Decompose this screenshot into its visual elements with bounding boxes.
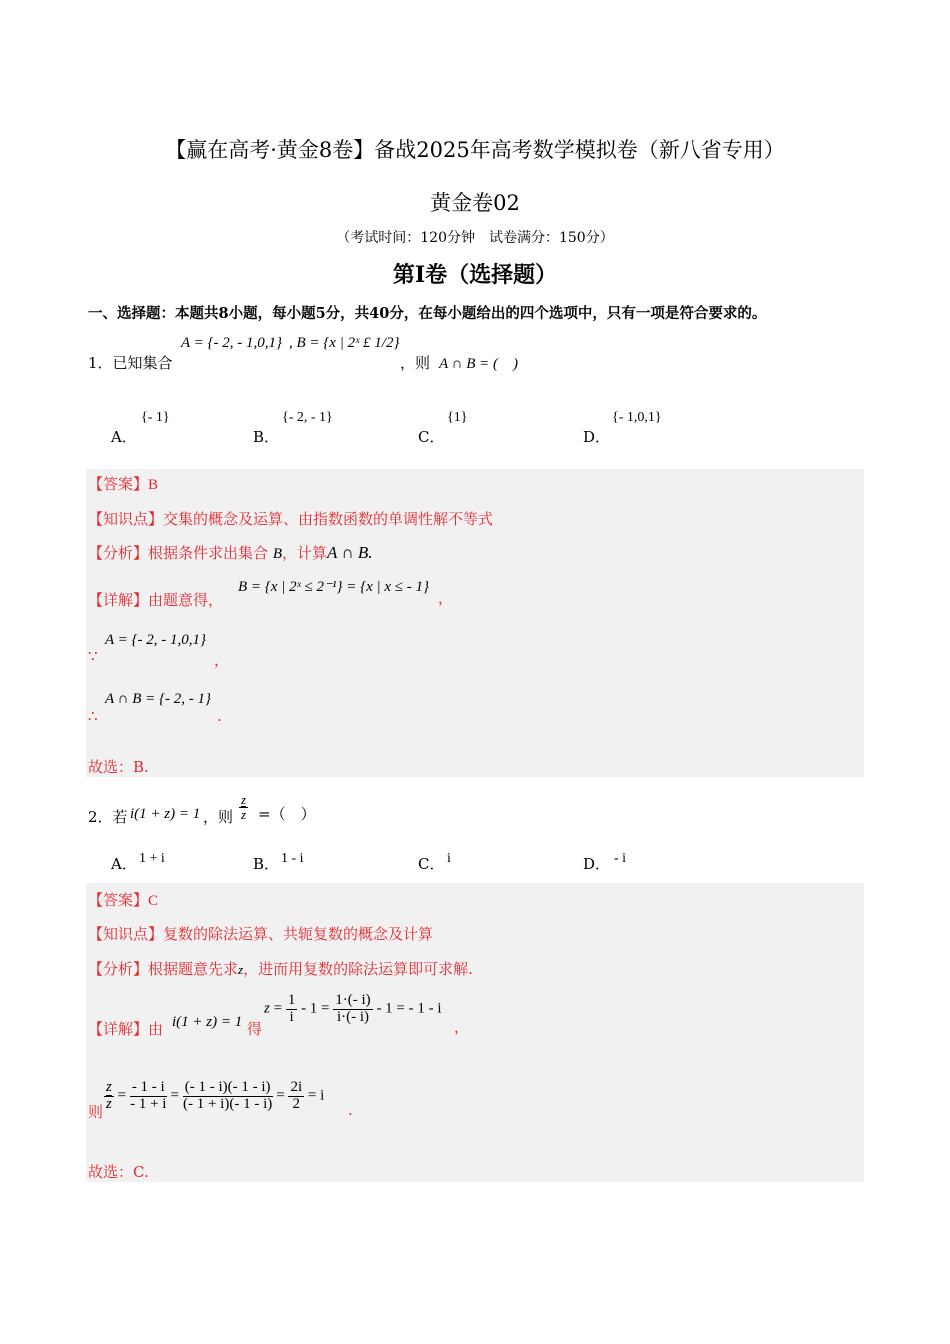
document-subtitle: 黄金卷02: [430, 191, 520, 215]
q1-analysis-var: B: [272, 546, 282, 562]
q1-detail-expr: B = {x | 2ˣ ≤ 2⁻¹} = {x | x ≤ - 1}: [238, 579, 429, 595]
q1-detail-comma: ，: [438, 589, 454, 607]
q2-detail-comma: ，: [454, 1018, 470, 1036]
q1-therefore-expr: A ∩ B = {- 2, - 1}: [105, 691, 211, 707]
q2-analysis-b: ，进而用复数的除法运算即可求解.: [243, 960, 473, 978]
q1-because-symbol: ∵: [88, 647, 98, 665]
q1-because-expr: A = {- 2, - 1,0,1}: [105, 632, 207, 648]
q1-stem-suffix: ，则: [400, 354, 431, 372]
q2-fraction-numerator: z: [241, 792, 247, 807]
q1-stem-prefix: 1．已知集合: [88, 354, 173, 372]
q2-detail-equation: z = $\frac{1}{i}$ - 1 = $\frac{1\cdot(- i)}{i\cdot(- i)}$ - 1 = - 1 - i: [264, 992, 442, 1025]
q2-option-a-label[interactable]: A．: [111, 855, 137, 873]
q2-detail-de: 得: [247, 1020, 263, 1038]
q1-answer-tag: 【答案】: [88, 475, 149, 493]
q2-knowledge-line: [88, 923, 433, 944]
q1-set-a: A = {- 2, - 1,0,1}: [181, 335, 283, 351]
q2-answer-line: [88, 889, 158, 910]
q1-answer-line: [88, 473, 158, 494]
q2-solution-box: [86, 883, 864, 1182]
q2-detail-line: [88, 1018, 163, 1039]
q2-detail-you: 由: [148, 1020, 164, 1038]
section-instruction: 一、选择题：本题共8小题，每小题5分，共40分，在每小题给出的四个选项中，只有一项是符合要求的。: [88, 305, 767, 322]
q2-answer-tag: 【答案】: [88, 891, 149, 909]
q1-option-b-value[interactable]: {- 2, - 1}: [282, 410, 333, 425]
exam-info: （考试时间：120分钟 试卷满分：150分）: [336, 230, 614, 246]
q2-option-d-label[interactable]: D．: [583, 855, 611, 873]
q2-option-d-value[interactable]: - i: [614, 851, 627, 866]
q1-detail: 由题意得，: [148, 591, 224, 609]
part-heading: 第I卷（选择题）: [392, 262, 558, 288]
q2-option-a-value[interactable]: 1 + i: [139, 851, 165, 866]
q2-answer-value: C: [148, 893, 159, 909]
q2-then-period: .: [348, 1101, 353, 1119]
q1-analysis-a: 根据条件求出集合: [148, 544, 269, 562]
q2-fraction: [239, 793, 248, 821]
q2-knowledge-tag: 【知识点】: [88, 925, 164, 943]
q1-choose: 故选：B.: [88, 758, 149, 776]
q1-detail-tag: 【详解】: [88, 591, 149, 609]
q1-knowledge-line: [88, 508, 493, 529]
q1-therefore-period: .: [217, 707, 222, 725]
q2-then-equation: $\frac{z}{z}$ = $\frac{- 1 - i}{- 1 + i}$ = $\frac{(- 1 - i)(- 1 - i)}{(- 1 + i)(- 1 - i)}$ = $\frac{2i}{2}$ = i: [106, 1079, 325, 1112]
q1-option-d-label[interactable]: D．: [583, 428, 611, 446]
q2-fraction-denominator: z: [241, 806, 247, 822]
q2-option-b-value[interactable]: 1 - i: [281, 851, 304, 866]
q2-choose: 故选：C.: [88, 1163, 149, 1181]
q1-option-a-label[interactable]: A．: [111, 428, 137, 446]
q2-stem-mid: ，则: [203, 808, 234, 826]
q1-option-d-value[interactable]: {- 1,0,1}: [612, 410, 662, 425]
q2-then: 则: [88, 1103, 104, 1121]
q1-answer-value: B: [148, 477, 159, 493]
q2-analysis-tag: 【分析】: [88, 960, 149, 978]
q2-analysis-line: [88, 958, 473, 979]
q1-analysis-tag: 【分析】: [88, 544, 149, 562]
q1-knowledge: 交集的概念及运算、由指数函数的单调性解不等式: [163, 510, 494, 528]
q1-analysis-expr: A ∩ B.: [327, 543, 373, 562]
q1-option-c-label[interactable]: C．: [418, 428, 445, 446]
q2-knowledge: 复数的除法运算、共轭复数的概念及计算: [163, 925, 434, 943]
q1-solution-box: [86, 469, 864, 777]
q2-analysis-var: z: [238, 962, 244, 977]
q1-analysis-line: [88, 542, 373, 563]
q2-detail-condition: i(1 + z) = 1: [172, 1014, 243, 1030]
q1-option-b-label[interactable]: B．: [253, 428, 280, 446]
q2-detail-tag: 【详解】: [88, 1020, 149, 1038]
q1-set-b: , B = {x | 2ˣ £ 1/2}: [289, 335, 400, 351]
q1-ask: A ∩ B = ( ): [439, 356, 518, 372]
q1-knowledge-tag: 【知识点】: [88, 510, 164, 528]
document-title: 【赢在高考·黄金8卷】备战2025年高考数学模拟卷（新八省专用）: [165, 138, 785, 162]
q1-detail-line: [88, 589, 223, 610]
q1-analysis-b: ，计算: [281, 544, 327, 562]
q2-condition: i(1 + z) = 1: [130, 806, 201, 822]
q1-therefore-symbol: ∴: [88, 707, 98, 725]
q2-analysis-a: 根据题意先求: [148, 960, 239, 978]
q2-option-c-value[interactable]: i: [447, 851, 451, 866]
q1-because-comma: ，: [214, 651, 230, 669]
q2-stem-prefix: 2．若: [88, 808, 128, 826]
q2-ask-suffix: =（ ）: [258, 805, 316, 823]
q2-option-c-label[interactable]: C．: [418, 855, 445, 873]
q1-option-c-value[interactable]: {1}: [447, 410, 468, 425]
q2-option-b-label[interactable]: B．: [253, 855, 280, 873]
q1-option-a-value[interactable]: {- 1}: [141, 410, 170, 425]
